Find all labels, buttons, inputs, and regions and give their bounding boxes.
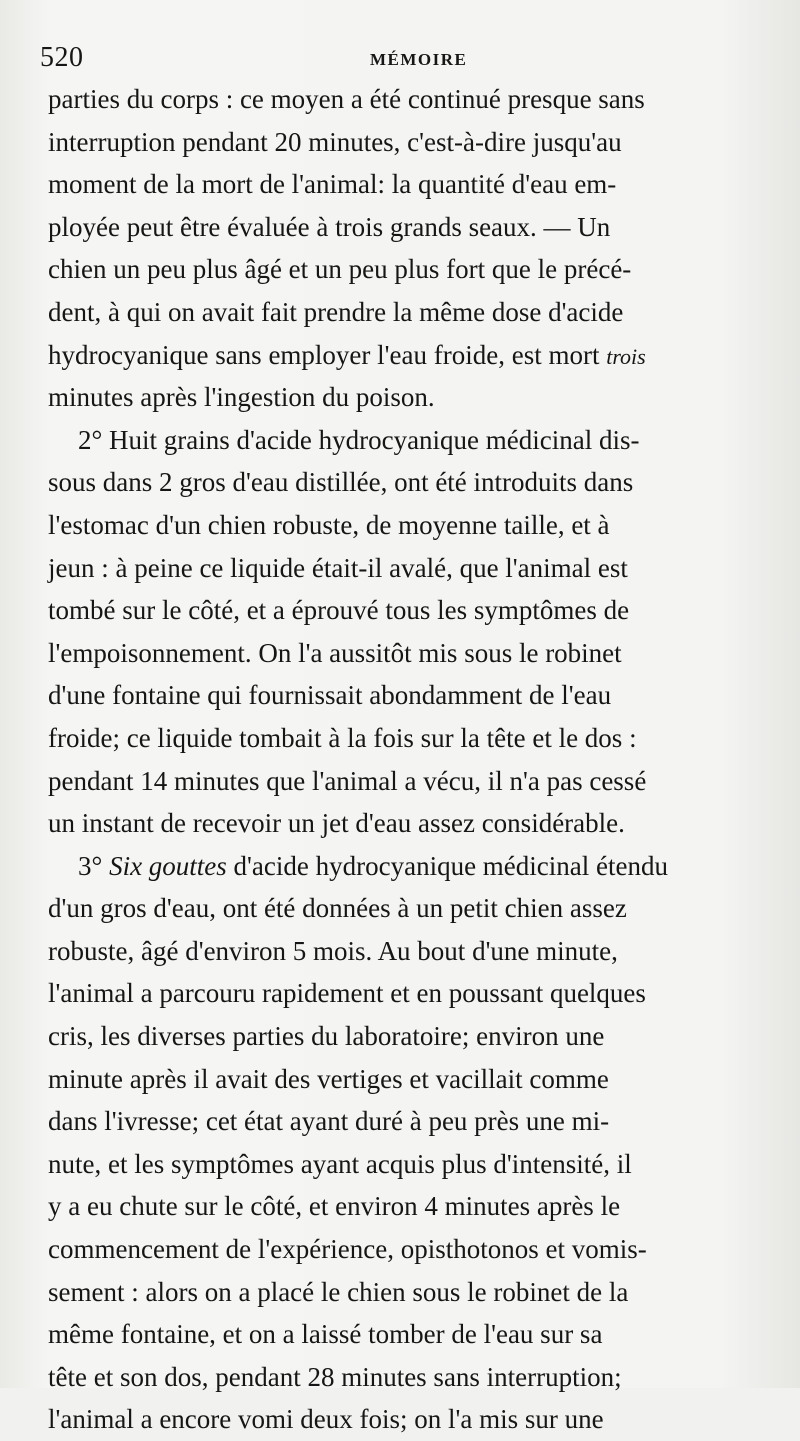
text-line [48, 1313, 764, 1356]
text-line [48, 206, 764, 249]
line-text: hydrocyanique sans employer l'eau froide, est mort [48, 339, 607, 370]
line-text: tombé sur le côté, et a éprouvé tous les symptômes de [48, 595, 630, 626]
line-text: robuste, âgé d'environ 5 mois. Au bout d'une minute, [48, 935, 618, 966]
text-line [48, 504, 764, 547]
line-text: d'acide hydrocyanique médicinal étendu [226, 850, 668, 881]
line-text: tête et son dos, pendant 28 minutes sans interruption; [48, 1361, 622, 1392]
text-line [48, 760, 764, 803]
line-text: l'animal a encore vomi deux fois; on l'a mis sur une [48, 1404, 604, 1435]
line-text: l'animal a parcouru rapidement et en poussant quelques [48, 978, 646, 1009]
page-header [40, 42, 756, 78]
line-text: dans l'ivresse; cet état ayant duré à peu près une mi- [48, 1106, 610, 1137]
text-line [48, 802, 764, 845]
line-text: sous dans 2 gros d'eau distillée, ont été introduits dans [48, 467, 634, 498]
text-line [48, 78, 764, 121]
text-line [48, 376, 764, 419]
line-text: ployée peut être évaluée à trois grands seaux. — Un [48, 211, 611, 242]
text-line [48, 589, 764, 632]
line-text: d'un gros d'eau, ont été données à un petit chien assez [48, 893, 627, 924]
text-line [48, 1015, 764, 1058]
text-line [48, 461, 764, 504]
running-title: MÉMOIRE [370, 50, 468, 69]
text-line [48, 121, 764, 164]
text-line [48, 845, 764, 888]
line-text: 2° Huit grains d'acide hydrocyanique médicinal dis- [78, 424, 640, 455]
body-text [48, 78, 764, 1441]
line-text: l'empoisonnement. On l'a aussitôt mis sous le robinet [48, 637, 622, 668]
text-line [48, 1058, 764, 1101]
page-number: 520 [40, 42, 84, 73]
text-line [48, 1143, 764, 1186]
line-text: pendant 14 minutes que l'animal a vécu, il n'a pas cessé [48, 765, 647, 796]
text-line [48, 291, 764, 334]
line-text: cris, les diverses parties du laboratoire; environ une [48, 1021, 605, 1052]
line-text: minute après il avait des vertiges et vacillait comme [48, 1063, 609, 1094]
text-line [48, 419, 764, 462]
text-line [48, 1185, 764, 1228]
text-line [48, 1398, 764, 1441]
text-line [48, 674, 764, 717]
line-text: minutes après l'ingestion du poison. [48, 382, 435, 413]
line-text: l'estomac d'un chien robuste, de moyenne taille, et à [48, 509, 610, 540]
line-text: froide; ce liquide tombait à la fois sur la tête et le dos : [48, 722, 637, 753]
line-text: sement : alors on a placé le chien sous le robinet de la [48, 1276, 629, 1307]
line-text: jeun : à peine ce liquide était-il avalé, que l'animal est [48, 552, 628, 583]
line-text: interruption pendant 20 minutes, c'est-à-dire jusqu'au [48, 126, 622, 157]
text-line [48, 1100, 764, 1143]
text-line [48, 632, 764, 675]
text-line [48, 1228, 764, 1271]
line-text: moment de la mort de l'animal: la quantité d'eau em- [48, 169, 617, 200]
line-text: commencement de l'expérience, opisthotonos et vomis- [48, 1234, 647, 1265]
paragraph-number: 3° [78, 850, 110, 881]
line-text: un instant de recevoir un jet d'eau assez considérable. [48, 808, 625, 839]
line-text: parties du corps : ce moyen a été continué presque sans [48, 84, 645, 114]
text-line [48, 334, 764, 377]
text-line [48, 163, 764, 206]
text-line [48, 248, 764, 291]
italic-text: trois [606, 343, 646, 369]
text-line [48, 972, 764, 1015]
text-line [48, 1271, 764, 1314]
line-text: d'une fontaine qui fournissait abondamment de l'eau [48, 680, 612, 711]
line-text: chien un peu plus âgé et un peu plus fort que le précé- [48, 254, 632, 285]
text-line [48, 1356, 764, 1399]
line-text: même fontaine, et on a laissé tomber de l'eau sur sa [48, 1319, 603, 1350]
text-line [48, 887, 764, 930]
line-text: dent, à qui on avait fait prendre la même dose d'acide [48, 296, 624, 327]
text-line [48, 717, 764, 760]
line-text: y a eu chute sur le côté, et environ 4 minutes après le [48, 1191, 621, 1222]
text-line [48, 930, 764, 973]
text-line [48, 547, 764, 590]
italic-text: Six gouttes [109, 850, 227, 881]
line-text: nute, et les symptômes ayant acquis plus d'intensité, il [48, 1148, 632, 1179]
